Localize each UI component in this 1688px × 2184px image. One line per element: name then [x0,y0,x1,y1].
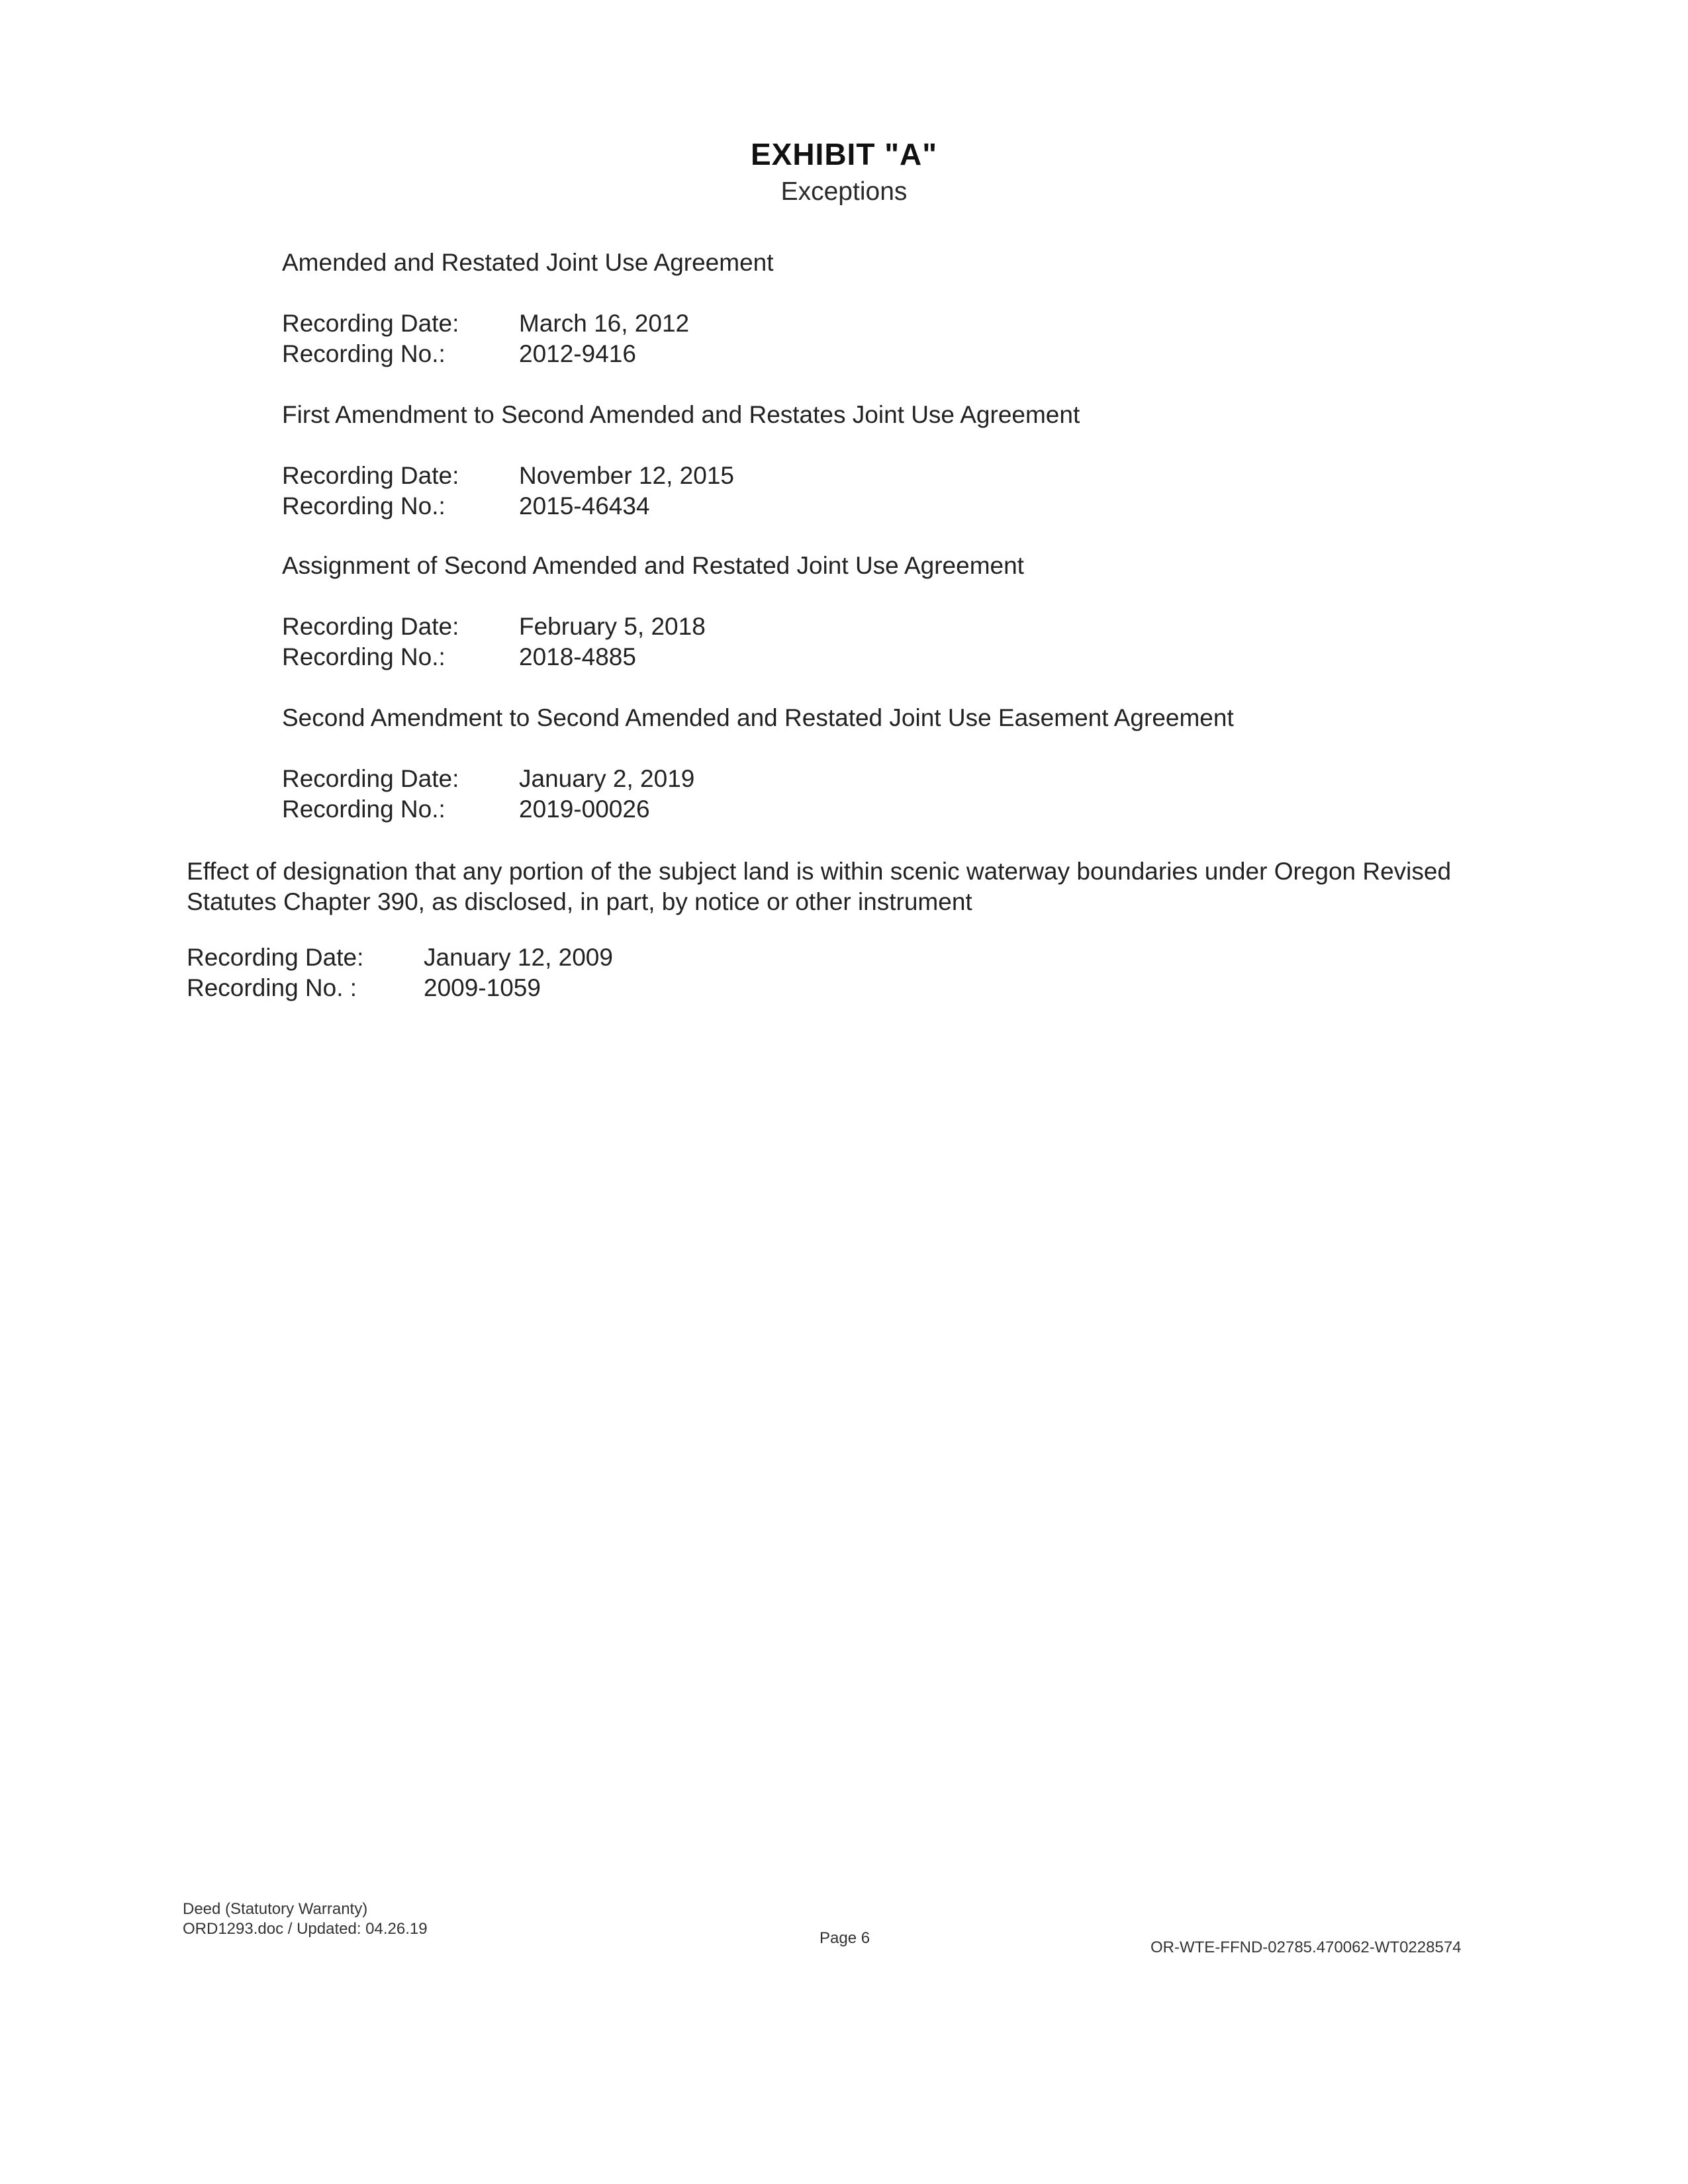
recording-date-value: January 2, 2019 [519,765,695,792]
exhibit-title: EXHIBIT "A" [750,137,938,171]
recording-date-row [282,764,695,794]
exception-heading: First Amendment to Second Amended and Restates Joint Use Agreement [282,401,1080,428]
recording-no-label: Recording No. : [187,974,357,1001]
recording-date-value: March 16, 2012 [519,310,690,337]
recording-no-label: Recording No.: [282,796,445,823]
recording-date-label: Recording Date: [282,310,459,337]
footer-doc-file: ORD1293.doc / Updated: 04.26.19 [183,1920,428,1938]
exception-heading: Amended and Restated Joint Use Agreement [282,249,774,276]
recording-date-row [282,612,706,642]
recording-date-row [282,308,690,339]
recording-date-row [282,461,734,491]
recording-no-label: Recording No.: [282,492,445,520]
exception-heading: Second Amendment to Second Amended and Restated Joint Use Easement Agreement [282,704,1234,731]
footer-file-number: OR-WTE-FFND-02785.470062-WT0228574 [1150,1938,1462,1956]
recording-no-value: 2018-4885 [519,643,636,670]
recording-no-label: Recording No.: [282,643,445,670]
recording-date-value: February 5, 2018 [519,613,706,640]
scenic-waterway-paragraph: Effect of designation that any portion of the subject land is within scenic waterway boundaries under Oregon Revised Statutes Chapter 390, as disclosed, in part, by notice or other instrument [187,858,1452,915]
recording-date-value: November 12, 2015 [519,462,734,489]
recording-date-label: Recording Date: [187,944,364,971]
recording-no-row [282,642,636,672]
recording-date-label: Recording Date: [282,613,459,640]
exhibit-subtitle: Exceptions [780,177,908,206]
recording-no-label: Recording No.: [282,340,445,367]
recording-date-label: Recording Date: [282,462,459,489]
recording-no-value: 2009-1059 [424,974,541,1001]
recording-no-row [282,339,636,369]
recording-date-value: January 12, 2009 [424,944,613,971]
recording-no-value: 2012-9416 [519,340,636,367]
recording-no-row [187,973,541,1003]
recording-no-value: 2015-46434 [519,492,650,520]
recording-no-row [282,794,650,825]
recording-no-value: 2019-00026 [519,796,650,823]
footer-page-number: Page 6 [820,1929,870,1947]
recording-no-row [282,491,650,522]
exception-heading: Assignment of Second Amended and Restated Joint Use Agreement [282,552,1024,579]
footer-doc-type: Deed (Statutory Warranty) [183,1900,368,1918]
recording-date-row [187,942,613,973]
recording-date-label: Recording Date: [282,765,459,792]
